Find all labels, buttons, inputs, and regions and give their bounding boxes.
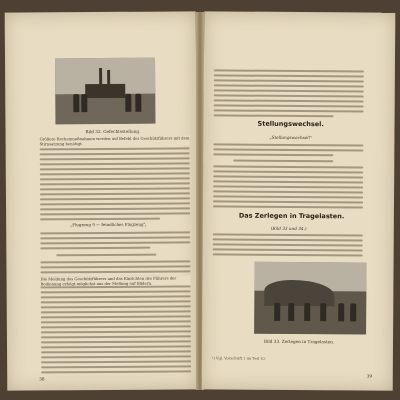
- right-text-block-top: [204, 11, 395, 12]
- section-heading-tragelasten: Das Zerlegen in Tragelasten.: [238, 211, 345, 221]
- right-footnote: ¹) Vgl. Vorschrift 1 im Teil 10.: [211, 356, 266, 361]
- right-page: [202, 11, 396, 390]
- left-page: [5, 11, 199, 390]
- right-page-number: 39: [366, 373, 373, 379]
- right-figure-photo: [254, 262, 366, 335]
- section-heading-stellungswechsel: Stellungswechsel.: [257, 119, 324, 129]
- left-text-excerpt-3: Die Meldung des Geschützführers und das Einrichten des Führers der Bedienung erfolgt möglichst aus der Stellung auf Bildern.: [41, 275, 191, 286]
- left-text-excerpt-2: „Flugzeug 9 — feindliches Flugzeug": [70, 221, 146, 228]
- left-figure-caption: Bild 32. Gefechtsstellung.: [85, 128, 141, 135]
- right-text-block-lower: [204, 11, 395, 12]
- left-text-excerpt-1: Größere Rechenmaßnahmen werden auf Befehl des Geschützführers mit dem Stirnsatzung benötigt.: [39, 135, 190, 147]
- left-text-block: [5, 11, 196, 12]
- left-figure-photo: [55, 58, 155, 125]
- section-subheading-stellungswechsel: „Stellungswechsel!": [269, 134, 313, 141]
- left-page-number: 38: [39, 376, 45, 382]
- section-subheading-bild-ref: (Bild 33 und 34.): [270, 225, 307, 232]
- right-figure-caption: Bild 33. Zerlegen in Tragelasten.: [264, 338, 335, 345]
- right-text-block-middle: [204, 11, 395, 12]
